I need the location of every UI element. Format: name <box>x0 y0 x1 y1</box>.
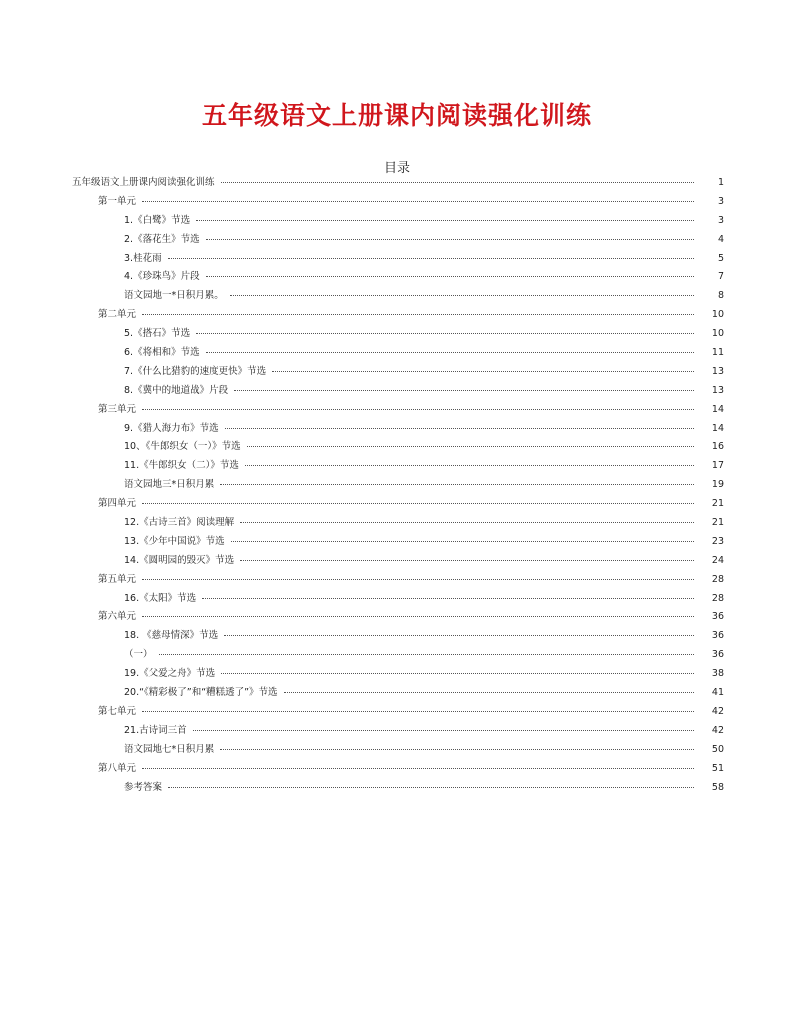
toc-entry-label: 5.《搭石》节选 <box>124 328 191 340</box>
toc-entry[interactable] <box>72 420 724 439</box>
toc-entry-label: 8.《冀中的地道战》片段 <box>124 384 229 396</box>
toc-entry-label: 9.《猎人海力布》节选 <box>124 422 219 434</box>
toc-leader-dots <box>168 257 694 259</box>
toc-entry-label: 第七单元 <box>98 705 137 717</box>
toc-entry-page: 13 <box>711 365 724 377</box>
toc-entry-page: 28 <box>711 573 724 585</box>
toc-entry[interactable] <box>72 476 724 495</box>
toc-entry-page: 28 <box>711 592 724 604</box>
toc-entry-page: 19 <box>711 479 724 491</box>
toc-entry[interactable] <box>72 250 724 269</box>
toc-leader-dots <box>142 502 694 504</box>
toc-leader-dots <box>247 445 694 447</box>
toc-leader-dots <box>231 540 694 542</box>
toc-entry-page: 36 <box>711 630 724 642</box>
toc-entry-page: 41 <box>711 687 724 699</box>
toc-entry-label: 18. 《慈母情深》节选 <box>124 630 219 642</box>
toc-leader-dots <box>142 615 694 617</box>
toc-leader-dots <box>142 408 694 410</box>
toc-entry-page: 13 <box>711 384 724 396</box>
toc-entry-label: 语文园地一*日积月累。 <box>124 290 224 302</box>
toc-entry[interactable] <box>72 665 724 684</box>
toc-entry-label: 7.《什么比猎豹的速度更快》节选 <box>124 365 267 377</box>
toc-entry[interactable] <box>72 590 724 609</box>
toc-entry-label: 3.桂花雨 <box>124 252 162 264</box>
toc-entry-page: 42 <box>711 705 724 717</box>
toc-entry-label: 1.《白鹭》节选 <box>124 214 191 226</box>
toc-entry-label: 参考答案 <box>124 781 163 793</box>
toc-entry[interactable] <box>72 703 724 722</box>
toc-entry-page: 38 <box>711 668 724 680</box>
toc-entry-label: 第四单元 <box>98 498 137 510</box>
toc-entry-page: 50 <box>711 743 724 755</box>
toc-entry-page: 4 <box>717 233 724 245</box>
toc-entry-page: 14 <box>711 422 724 434</box>
toc-leader-dots <box>196 332 694 334</box>
toc-entry[interactable] <box>72 174 724 193</box>
toc-leader-dots <box>206 275 694 277</box>
toc-entry-page: 17 <box>711 460 724 472</box>
toc-leader-dots <box>196 219 694 221</box>
toc-entry-label: 13.《少年中国说》节选 <box>124 535 225 547</box>
toc-entry[interactable] <box>72 495 724 514</box>
toc-entry-page: 21 <box>711 517 724 529</box>
toc-entry[interactable] <box>72 779 724 798</box>
toc-leader-dots <box>168 786 694 788</box>
toc-leader-dots <box>206 351 694 353</box>
toc-entry[interactable] <box>72 231 724 250</box>
toc-entry-page: 3 <box>717 214 724 226</box>
toc-entry[interactable] <box>72 268 724 287</box>
toc-leader-dots <box>240 559 694 561</box>
toc-entry-page: 42 <box>711 724 724 736</box>
toc-entry-label: 第八单元 <box>98 762 137 774</box>
toc-entry[interactable] <box>72 760 724 779</box>
toc-entry-page: 3 <box>717 195 724 207</box>
toc-entry[interactable] <box>72 193 724 212</box>
toc-entry-label: 16.《太阳》节选 <box>124 592 197 604</box>
toc-entry-page: 16 <box>711 441 724 453</box>
toc-entry[interactable] <box>72 514 724 533</box>
toc-entry-label: 21.古诗词三首 <box>124 724 187 736</box>
toc-leader-dots <box>142 710 694 712</box>
toc-entry[interactable] <box>72 627 724 646</box>
toc-leader-dots <box>220 483 694 485</box>
toc-entry-label: 11.《牛郎织女（二）》节选 <box>124 460 239 472</box>
toc-entry-label: 2.《落花生》节选 <box>124 233 200 245</box>
toc-entry[interactable] <box>72 722 724 741</box>
toc-entry-label: 第六单元 <box>98 611 137 623</box>
toc-entry[interactable] <box>72 438 724 457</box>
toc-entry[interactable] <box>72 608 724 627</box>
toc-leader-dots <box>142 200 694 202</box>
toc-entry-label: 第三单元 <box>98 403 137 415</box>
toc-entry-page: 1 <box>717 177 724 188</box>
toc-leader-dots <box>142 767 694 769</box>
document-title: 五年级语文上册课内阅读强化训练 <box>201 101 592 130</box>
toc-entry-label: 五年级语文上册课内阅读强化训练 <box>72 177 215 188</box>
toc-entry[interactable] <box>72 684 724 703</box>
toc-leader-dots <box>206 238 694 240</box>
table-of-contents <box>72 174 724 797</box>
toc-leader-dots <box>202 597 694 599</box>
toc-entry-page: 21 <box>711 498 724 510</box>
toc-entry-page: 24 <box>711 554 724 566</box>
toc-leader-dots <box>245 464 694 466</box>
toc-entry-label: 12.《古诗三首》阅读理解 <box>124 517 235 529</box>
toc-leader-dots <box>224 634 694 636</box>
toc-entry[interactable] <box>72 457 724 476</box>
toc-entry-label: 14.《圆明园的毁灭》节选 <box>124 554 235 566</box>
toc-entry-page: 7 <box>717 271 724 283</box>
toc-entry-page: 51 <box>711 762 724 774</box>
toc-leader-dots <box>220 748 694 750</box>
toc-entry[interactable] <box>72 741 724 760</box>
toc-entry-label: 6.《将相和》节选 <box>124 347 200 359</box>
toc-entry-label: 第五单元 <box>98 573 137 585</box>
toc-entry-page: 8 <box>717 290 724 302</box>
toc-entry-label: 语文园地七*日积月累 <box>124 743 215 755</box>
toc-entry[interactable] <box>72 533 724 552</box>
toc-entry-label: 20.“《精彩极了”和“糟糕透了”》节选 <box>124 687 278 699</box>
toc-entry-label: 10、《牛郎织女（一）》节选 <box>124 441 241 453</box>
toc-leader-dots <box>221 672 694 674</box>
toc-entry[interactable] <box>72 363 724 382</box>
toc-entry-page: 23 <box>711 535 724 547</box>
toc-entry-label: （一） <box>124 649 153 661</box>
toc-entry[interactable] <box>72 646 724 665</box>
toc-entry[interactable] <box>72 382 724 401</box>
toc-entry-label: 语文园地三*日积月累 <box>124 479 215 491</box>
toc-leader-dots <box>272 370 694 372</box>
toc-entry[interactable] <box>72 212 724 231</box>
toc-entry-page: 58 <box>711 781 724 793</box>
toc-leader-dots <box>225 427 694 429</box>
toc-leader-dots <box>230 294 694 296</box>
toc-entry-label: 19.《父爱之舟》节选 <box>124 668 216 680</box>
toc-entry-page: 10 <box>711 328 724 340</box>
toc-entry-label: 第二单元 <box>98 309 137 321</box>
toc-leader-dots <box>159 653 694 655</box>
toc-leader-dots <box>240 521 694 523</box>
toc-entry-page: 36 <box>711 649 724 661</box>
toc-leader-dots <box>142 578 694 580</box>
toc-entry-page: 36 <box>711 611 724 623</box>
toc-entry[interactable] <box>72 325 724 344</box>
toc-entry[interactable] <box>72 401 724 420</box>
toc-entry-page: 5 <box>717 252 724 264</box>
toc-entry-label: 4.《珍珠鸟》片段 <box>124 271 200 283</box>
toc-leader-dots <box>142 313 694 315</box>
toc-entry[interactable] <box>72 344 724 363</box>
toc-leader-dots <box>193 729 694 731</box>
toc-entry[interactable] <box>72 287 724 306</box>
toc-leader-dots <box>234 389 694 391</box>
toc-entry-page: 11 <box>711 347 724 359</box>
toc-entry-label: 第一单元 <box>98 195 137 207</box>
toc-entry-page: 10 <box>711 309 724 321</box>
toc-entry[interactable] <box>72 571 724 590</box>
toc-leader-dots <box>221 181 694 183</box>
toc-heading: 目录 <box>383 161 410 176</box>
toc-entry-page: 14 <box>711 403 724 415</box>
toc-leader-dots <box>284 691 694 693</box>
toc-entry[interactable] <box>72 306 724 325</box>
toc-entry[interactable] <box>72 552 724 571</box>
